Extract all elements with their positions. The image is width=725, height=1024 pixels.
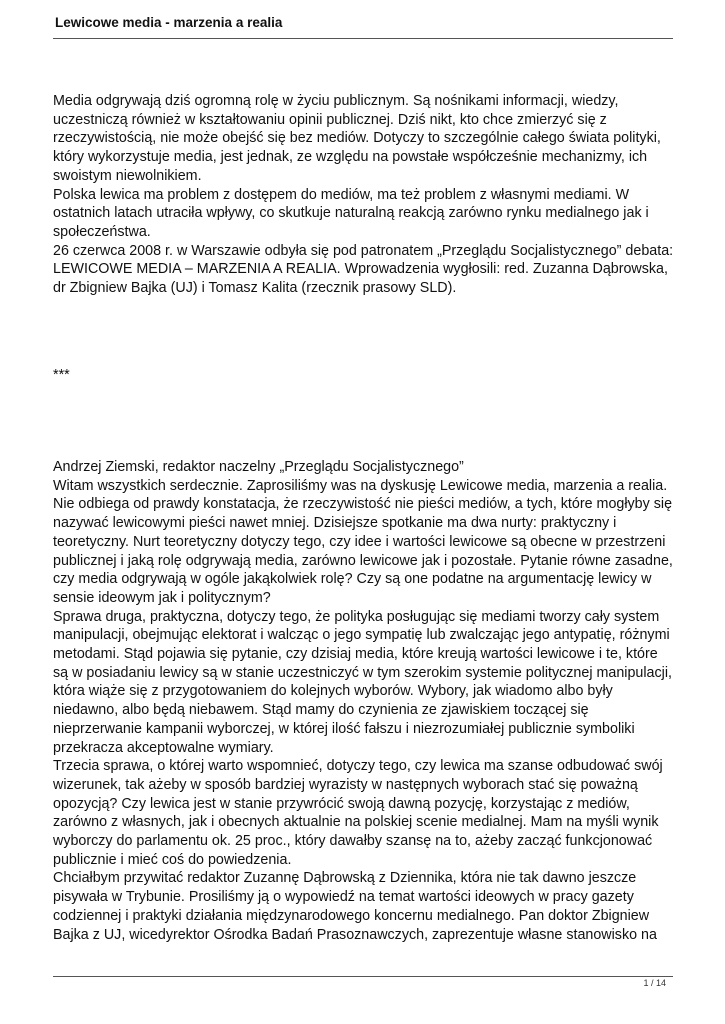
intro-section [53,92,675,298]
speaker-line: Andrzej Ziemski, redaktor naczelny „Przeglądu Socjalistycznego” [53,459,464,475]
footer-rule [53,976,673,977]
page-header [53,14,673,39]
speech-section [53,458,675,944]
speech-paragraph: Sprawa druga, praktyczna, dotyczy tego, że polityka posługując się mediami tworzy cały system manipulacji, obejmując elektorat i walcząc o jego sympatię lub zwalczając jego antypatię, różnymi metodami. Stąd pojawia się pytanie, czy dzisiaj media, które kreują wartości lewicowe i te, które są w posiadaniu lewicy są w stanie uczestniczyć w tym szerokim systemie politycznej manipulacji, która wiąże się z przygotowaniem do kolejnych wyborów. Wybory, jak wiadomo albo były niedawno, albo będą niebawem. Stąd mamy do czynienia ze zjawiskiem toczącej się nieprzerwanie kampanii wyborczej, w której ilość fałszu i niezrozumiałej publicznie symboliki przekracza akceptowalne wymiary. [53,608,672,756]
intro-paragraph: Media odgrywają dziś ogromną rolę w życiu publicznym. Są nośnikami informacji, wiedzy, uczestniczą również w kształtowaniu opinii publicznej. Dziś nikt, kto chce zmierzyć się z rzeczywistością, nie może obejść się bez mediów. Dotyczy to szczególnie całego świata polityki, który wykorzystuje media, jest jednak, ze względu na powstałe współcześnie mechanizmy, ich swoistym niewolnikiem. [53,93,661,184]
section-separator [53,366,675,385]
intro-paragraph: 26 czerwca 2008 r. w Warszawie odbyła się pod patronatem „Przeglądu Socjalistycznego” debata: LEWICOWE MEDIA – MARZENIA A REALIA. Wprowadzenia wygłosili: red. Zuzanna Dąbrowska, dr Zbigniew Bajka (UJ) i Tomasz Kalita (rzecznik prasowy SLD). [53,242,674,297]
speech-paragraph: Witam wszystkich serdecznie. Zaprosiliśmy was na dyskusję Lewicowe media, marzenia a realia. Nie odbiega od prawdy konstatacja, że rzeczywistość nie pieści mediów, a tych, które mogłyby się nazywać lewicowymi pieści nawet mniej. Dzisiejsze spotkanie ma dwa nurty: praktyczny i teoretyczny. Nurt teoretyczny dotyczy tego, czy idee i wartości lewicowe są obecne w przestrzeni publicznej i jaką rolę odgrywają media, zarówno lewicowe jak i pozostałe. Pytanie równe zasadne, czy media odgrywają w ogóle jakąkolwiek rolę? Czy są one podatne na argumentację lewicy w sensie ideowym jak i politycznym? [53,477,673,606]
speech-paragraph: Chciałbym przywitać redaktor Zuzannę Dąbrowską z Dziennika, która nie tak dawno jeszcze pisywała w Trybunie. Prosiliśmy ją o wypowiedź na temat wartości ideowych w pracy gazety codziennej i praktyki działania międzynarodowego koncernu medialnego. Pan doktor Zbigniew Bajka z UJ, wicedyrektor Ośrodka Badań Prasoznawczych, zaprezentuje własne stanowisko na [53,870,657,943]
intro-paragraph: Polska lewica ma problem z dostępem do mediów, ma też problem z własnymi mediami. W ostatnich latach utraciła wpływy, co skutkuje naturalną reakcją zarówno rynku medialnego jak i społeczeństwa. [53,186,649,240]
speech-paragraph: Trzecia sprawa, o której warto wspomnieć, dotyczy tego, czy lewica ma szanse odbudować swój wizerunek, tak ażeby w sposób bardziej wyrazisty w następnych wyborach stać się poważną opozycją? Czy lewica jest w stanie przywrócić swoją dawną pozycję, korzystając z mediów, zarówno z własnych, jak i obecnych aktualnie na polskiej scenie medialnej. Mam na myśli wynik wyborczy do parlamentu ok. 25 proc., który dawałby szansę na to, ażeby zacząć funkcjonować publicznie i mieć coś do powiedzenia. [53,758,663,868]
page-number: 1 / 14 [643,978,666,988]
document-title: Lewicowe media - marzenia a realia [55,15,283,30]
separator-text: *** [53,367,70,383]
